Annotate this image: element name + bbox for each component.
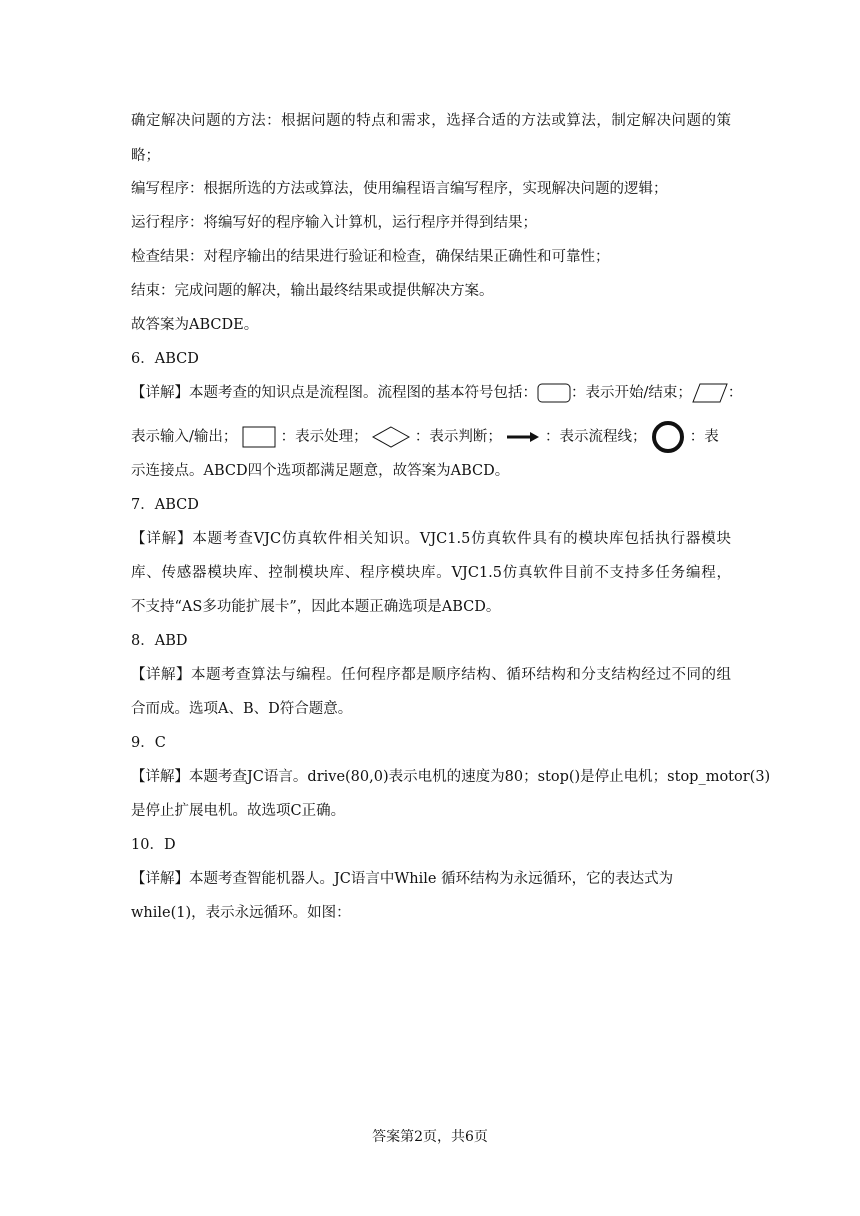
text: ：表 [689,429,719,445]
page-footer: 答案第2页，共6页 [372,1129,488,1145]
answer-number: 8．ABD [131,633,188,649]
text: 表示输入/输出； [131,429,238,445]
paragraph-line: 略； [131,148,160,164]
paragraph-line: 确定解决问题的方法：根据问题的特点和需求，选择合适的方法或算法，制定解决问题的策 [131,113,731,129]
text: ：表示处理； [280,429,368,445]
q6-line-2 [131,420,731,454]
paragraph-line: 是停止扩展电机。故选项C正确。 [131,803,346,819]
paragraph-line: 【详解】本题考查算法与编程。任何程序都是顺序结构、循环结构和分支结构经过不同的组 [131,667,731,683]
diamond-decision-icon [372,426,410,448]
paragraph-line: 故答案为ABCDE。 [131,317,259,333]
answer-number: 6．ABCD [131,351,199,367]
arrow-flowline-icon [506,430,540,444]
parallelogram-io-icon [692,383,728,403]
paragraph-line: while(1)，表示永远循环。如图： [131,905,351,921]
text: ：表示开始/结束； [571,385,692,401]
paragraph-line: 示连接点。ABCD四个选项都满足题意，故答案为ABCD。 [131,463,510,479]
paragraph-line: 结束：完成问题的解决，输出最终结果或提供解决方案。 [131,283,494,299]
answer-number: 7．ABCD [131,497,199,513]
paragraph-line: 运行程序：将编写好的程序输入计算机，运行程序并得到结果； [131,215,537,231]
answer-number: 10．D [131,837,176,853]
paragraph-line: 检查结果：对程序输出的结果进行验证和检查，确保结果正确性和可靠性； [131,249,610,265]
q6-line-1 [131,382,743,404]
text: 【详解】本题考查的知识点是流程图。流程图的基本符号包括： [131,385,537,401]
rounded-rect-terminal-icon [537,383,571,403]
text: ：表示判断； [414,429,502,445]
circle-connector-icon [651,420,685,454]
paragraph-line: 库、传感器模块库、控制模块库、程序模块库。VJC1.5仿真软件目前不支持多任务编程， [131,565,731,581]
rectangle-process-icon [242,426,276,448]
paragraph-line: 【详解】本题考查VJC仿真软件相关知识。VJC1.5仿真软件具有的模块库包括执行器模块 [131,531,731,547]
answer-number: 9．C [131,735,166,751]
paragraph-line: 编写程序：根据所选的方法或算法，使用编程语言编写程序，实现解决问题的逻辑； [131,181,668,197]
text: ：表示流程线； [545,429,647,445]
text: ： [727,385,743,401]
paragraph-line: 合而成。选项A、B、D符合题意。 [131,701,353,717]
paragraph-line: 【详解】本题考查JC语言。drive(80,0)表示电机的速度为80；stop()是停止电机；stop_motor(3) [131,769,771,785]
paragraph-line: 【详解】本题考查智能机器人。JC语言中While 循环结构为永远循环，它的表达式为 [131,871,674,887]
paragraph-line: 不支持“AS多功能扩展卡”，因此本题正确选项是ABCD。 [131,599,501,615]
